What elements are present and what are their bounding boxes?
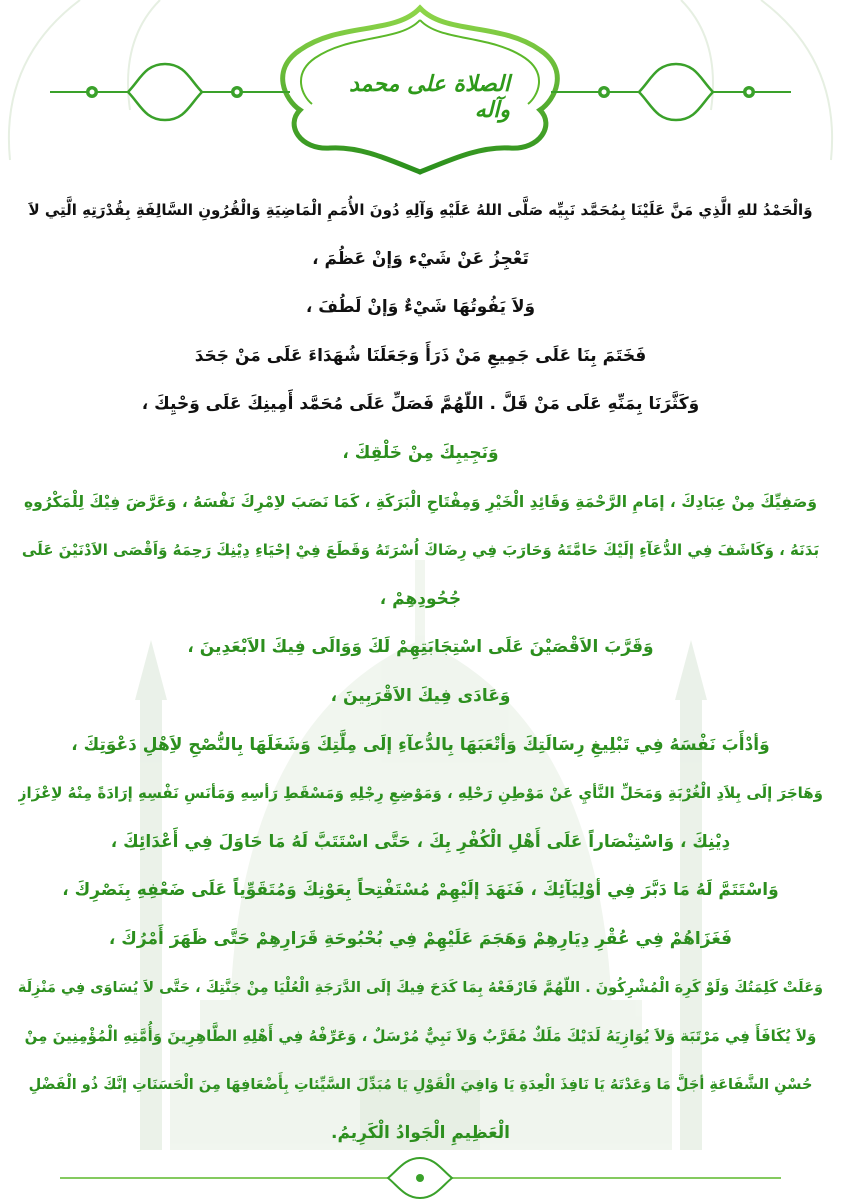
prayer-text xyxy=(18,186,823,1158)
prayer-line: وَنَجِيبِكَ مِنْ خَلْقِكَ ، xyxy=(342,442,499,463)
prayer-line: فَغَزَاهُمْ فِي عُقْرِ دِيَارِهِمْ وَهَجَمَ عَلَيْهِمْ فِي بُحْبُوحَةِ قَرَارِهِمْ حَتَّى ظَهَرَ أَمْرُكَ ، xyxy=(108,928,733,949)
prayer-line: تَعْجِزُ عَنْ شَيْء وَإنْ عَظُمَ ، xyxy=(312,248,529,269)
prayer-line: وَأدْأَبَ نَفْسَهُ فِي تَبْلِيغِ رِسَالَتِكَ وَأتْعَبَهَا بِالدُّعآءِ إلَى مِلَّتِكَ وَشَغَلَهَا بِالنُّصْحِ لاَِهْلِ دَعْوَتِكَ ، xyxy=(71,734,770,755)
prayer-line: وَكَثَّرَنَا بِمَنِّهِ عَلَى مَنْ قَلَّ . اللّهُمَّ فَصَلِّ عَلَى مُحَمَّد أَمِينِكَ عَلَى وَحْيِكَ ، xyxy=(141,394,700,415)
prayer-line: وَالْحَمْدُ للهِ الَّذِي مَنَّ عَلَيْنَا بِمُحَمَّد نَبِيِّه صَلَّى اللهُ عَلَيْهِ وَآلِهِ دُونَ الأُمَمِ الْمَاضِيَةِ وَالْقُرُونِ السَّالِفَةِ بِقُدْرَتِهِ الَّتِي لاَ xyxy=(28,201,813,219)
prayer-line: بَدَنَهُ ، وَكَاشَفَ فِي الدُّعَآءِ إلَيْكَ حَامَّتَهُ وَحَارَبَ فِي رِضَاكَ اُسْرَتَهُ وَقَطَعَ فِيْ إحْيَاءِ دِيْنِكَ رَحِمَهُ وَاَقْصَى الاَدْنَيْنَ عَلَى xyxy=(21,541,820,560)
prayer-line: وَلاَ يُكَافَأَ فِي مَرْتَبَة وَلاَ يُوَازِيَهُ لَدَيْكَ مَلَكٌ مُقَرَّبٌ وَلاَ نَبِيٌّ مُرْسَلٌ ، وَعَرِّفْهُ فِي أَهْلِهِ الطَّاهِرِينَ وَأُمَّتِهِ الْمُؤْمِنِينَ مِنْ xyxy=(24,1027,817,1046)
prayer-line: وَصَفِيِّكَ مِنْ عِبَادِكَ ، إمَامِ الرَّحْمَةِ وَقَائِدِ الْخَيْرِ وَمِفْتَاحِ الْبَرَكَةِ ، كَمَا نَصَبَ لاِمْرِكَ نَفْسَهُ ، وَعَرَّضَ فِيْكَ لِلْمَكْرُوهِ xyxy=(24,492,817,511)
footer-ornament xyxy=(0,1150,841,1200)
prayer-line: دِيْنِكَ ، وَاسْتِنْصَاراً عَلَى أَهْلِ الْكُفْرِ بِكَ ، حَتَّى اسْتَتَبَّ لَهُ مَا حَاوَلَ فِي أَعْدَائِكَ ، xyxy=(110,831,731,852)
prayer-line: الْعَظِيمِ الْجَوادُ الْكَرِيمُ. xyxy=(331,1123,510,1144)
prayer-line: وَعَادَى فِيكَ الاَقْرَبِينَ ، xyxy=(330,685,511,706)
prayer-line: فَخَتَمَ بِنَا عَلَى جَمِيعِ مَنْ ذَرَأَ وَجَعَلَنَا شُهَدَاءَ عَلَى مَنْ جَحَدَ xyxy=(194,345,647,366)
prayer-line: وَلاَ يَفُوتُهَا شَيْءٌ وَإنْ لَطُفَ ، xyxy=(305,297,536,318)
prayer-line: وَهَاجَرَ إلَى بِلاَدِ الْغُرْبَةِ وَمَحَلِّ النَّأيِ عَنْ مَوْطِنِ رَحْلِهِ ، وَمَوْضِعِ رِجْلِهِ وَمَسْقَطِ رَأسِهِ وَمَأنَسِ نَفْسِهِ إرَادَةً مِنْهُ لاِعْزَازِ xyxy=(18,784,823,803)
prayer-line: وَاسْتَتَمَّ لَهُ مَا دَبَّرَ فِي أوْلِيَآئِكَ ، فَنَهَدَ إلَيْهِمْ مُسْتَفْتِحاً بِعَوْنِكَ وَمُتَقَوِّياً عَلَى ضَعْفِهِ بِنَصْرِكَ ، xyxy=(62,880,779,901)
prayer-line: وَقَرَّبَ الاَقْصَيْنَ عَلَى اسْتِجَابَتِهِمْ لَكَ وَوَالَى فِيكَ الاَبْعَدِينَ ، xyxy=(187,637,654,658)
prayer-line: جُحُودِهِمْ ، xyxy=(379,588,462,609)
prayer-line: وَعَلَتْ كَلِمَتُكَ وَلَوْ كَرِهَ الْمُشْرِكُونَ . اللّهُمَّ فَارْفَعْهُ بِمَا كَدَحَ فِيكَ إلَى الدَّرَجَةِ الْعُلْيَا مِنْ جَنَّتِكَ ، حَتَّى لاَ يُسَاوَى فِي مَنْزِلَة xyxy=(18,979,823,996)
page-title: الصلاة على محمد وآله xyxy=(349,71,510,123)
prayer-line: حُسْنِ الشَّفَاعَةِ أجَلَّ مَا وَعَدْتَهُ يَا نَافِذَ الْعِدَةِ يَا وَافِيَ الْقَوْلِ يَا مُبَدِّلَ السَّيِّئاتِ بِأَضْعَافِهَا مِنَ الْحَسَنَاتِ إنَّكَ ذُو الْفَضْلِ xyxy=(28,1076,813,1093)
